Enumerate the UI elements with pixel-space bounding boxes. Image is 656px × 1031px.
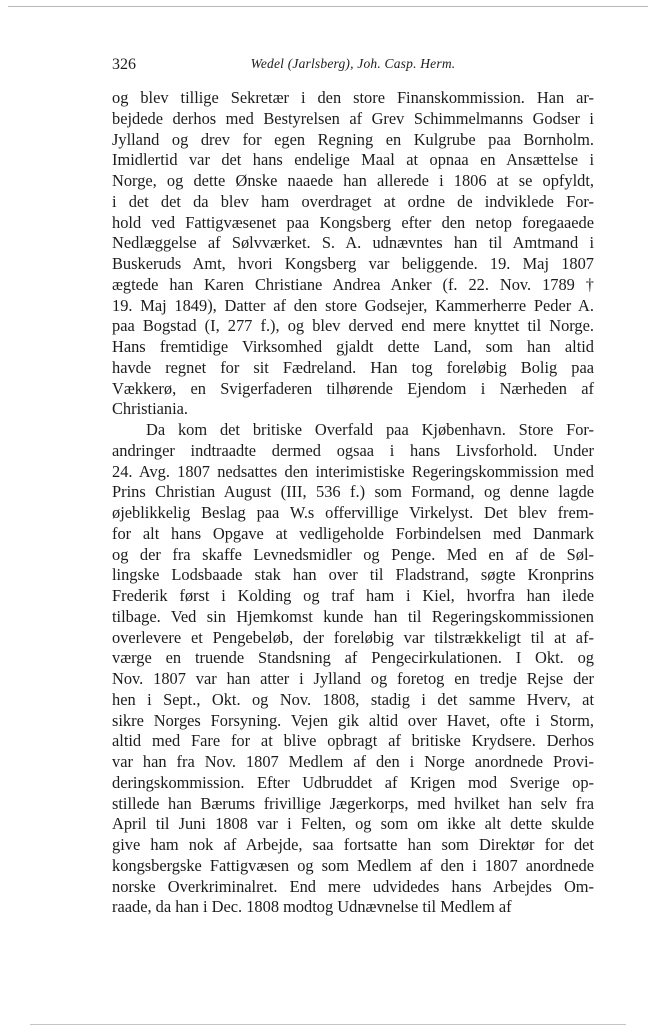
text-line: Hans fremtidige Virksomhed gjaldt dette Land, som han altid — [112, 337, 594, 356]
text-line: Christiania. — [112, 399, 189, 419]
text-line: tilbage. Ved sin Hjemkomst kunde han til Regeringskommissionen — [112, 606, 594, 626]
text-line: kongsbergske Fattigvæsen og som Medlem af den i 1807 anordnede — [112, 855, 594, 875]
text-line: havde regnet for sit Fædreland. Han tog foreløbig Bolig paa — [112, 357, 594, 377]
text-line: paa Bogstad (I, 277 f.), og blev derved end mere knyttet til Norge. — [112, 316, 594, 336]
body-text — [112, 88, 594, 918]
text-line: Vækkerø, en Svigerfaderen tilhørende Ejendom i Nærheden af — [112, 378, 594, 398]
text-line: give ham nok af Arbejde, saa fortsatte han som Direktør for det — [112, 835, 594, 854]
text-line: værge en truende Standsning af Pengecirkulationen. I Okt. og — [112, 648, 594, 668]
text-line: sikre Norges Forsyning. Vejen gik altid over Havet, ofte i Storm, — [112, 710, 594, 730]
paragraph-1 — [112, 88, 594, 420]
text-line: raade, da han i Dec. 1808 modtog Udnævnelse til Medlem af — [112, 897, 512, 917]
text-line: Buskeruds Amt, hvori Kongsberg var beliggende. 19. Maj 1807 — [112, 254, 594, 273]
page-number: 326 — [112, 56, 136, 73]
text-line: April til Juni 1808 var i Felten, og som om ikke alt dette skulde — [112, 814, 594, 834]
text-line: Imidlertid var det hans endelige Maal at opnaa en Ansættelse i — [112, 150, 594, 170]
page-bottom-edge — [30, 1024, 626, 1025]
text-line: overlevere et Pengebeløb, der foreløbig var tilstrækkeligt til at af- — [112, 627, 594, 647]
text-line: hen i Sept., Okt. og Nov. 1808, stadig i det samme Hverv, at — [112, 689, 594, 709]
text-line: altid med Fare for at blive opbragt af britiske Krydsere. Derhos — [112, 731, 594, 751]
page-header — [112, 56, 594, 78]
text-line: var han fra Nov. 1807 Medlem af den i Norge anordnede Provi- — [112, 752, 594, 771]
text-line: for alt hans Opgave at vedligeholde Forbindelsen med Danmark — [112, 523, 594, 543]
text-line: ægtede han Karen Christiane Andrea Anker (f. 22. Nov. 1789 † — [112, 274, 594, 294]
text-line: deringskommission. Efter Udbruddet af Krigen mod Sverige op- — [112, 772, 594, 792]
page-top-edge — [8, 6, 648, 7]
text-line: Jylland og drev for egen Regning en Kulgrube paa Bornholm. — [112, 129, 594, 149]
text-line: Nedlæggelse af Sølvværket. S. A. udnævntes han til Amtmand i — [112, 233, 594, 253]
text-line: norske Overkriminalret. End mere udvidedes hans Arbejdes Om- — [112, 876, 594, 896]
text-line: andringer indtraadte dermed ogsaa i hans Livsforhold. Under — [112, 440, 594, 460]
text-line: bejdede derhos med Bestyrelsen af Grev Schimmelmanns Godser i — [112, 108, 594, 128]
text-line: 19. Maj 1849), Datter af den store Godsejer, Kammerherre Peder A. — [112, 295, 594, 315]
text-line: øjeblikkelig Beslag paa W.s offervillige Virkelyst. Det blev frem- — [112, 503, 594, 522]
text-line: stillede han Bærums frivillige Jægerkorps, med hvilket han selv fra — [112, 793, 594, 813]
text-line: 24. Avg. 1807 nedsattes den interimistiske Regeringskommission med — [112, 461, 594, 481]
paragraph-2 — [112, 420, 594, 918]
text-line: hold ved Fattigvæsenet paa Kongsberg efter den netop foregaaede — [112, 212, 594, 232]
text-line: Prins Christian August (III, 536 f.) som Formand, og denne lagde — [112, 482, 594, 502]
text-line: og der fra skaffe Levnedsmidler og Penge. Med en af de Søl- — [112, 544, 594, 564]
text-line: og blev tillige Sekretær i den store Finanskommission. Han ar- — [112, 88, 594, 107]
text-line: Da kom det britiske Overfald paa Kjøbenhavn. Store For- — [146, 420, 594, 439]
running-head: Wedel (Jarlsberg), Joh. Casp. Herm. — [250, 56, 456, 71]
text-line: Frederik først i Kolding og traf ham i Kiel, hvorfra han ilede — [112, 586, 594, 605]
text-line: Norge, og dette Ønske naaede han allerede i 1806 at se opfyldt, — [112, 171, 594, 190]
text-line: Nov. 1807 var han atter i Jylland og foretog en tredje Rejse der — [112, 669, 594, 688]
text-line: lingske Lodsbaade stak han over til Fladstrand, søgte Kronprins — [112, 565, 594, 585]
text-line: i det det da blev ham overdraget at ordne de indviklede For- — [112, 191, 594, 211]
